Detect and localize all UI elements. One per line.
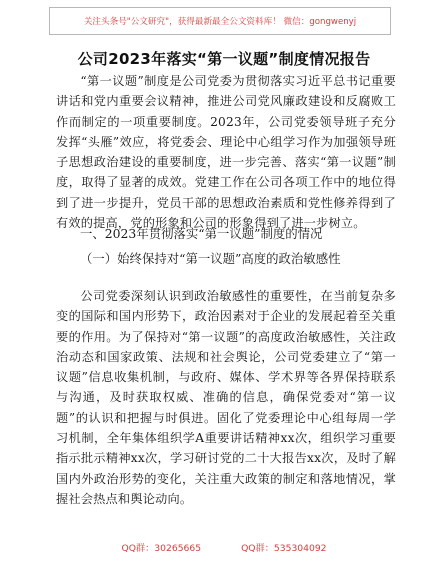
document-title: 公司2023年落实“第一议题”制度情况报告 [77, 50, 371, 68]
footer-qq-group-1: QQ群：30265665 [121, 543, 202, 554]
footer-contacts [0, 540, 448, 554]
body-paragraph: 公司党委深刻认识到政治敏感性的重要性，在当前复杂多变的国际和国内形势下，政治因素对于企业的发展起着至关重要的作用。为了保持对“第一议题”的高度政治敏感性，关注政治动态和国家政策、法规和社会舆论，公司党委建立了“第一议题”信息收集机制，与政府、媒体、学术界等各界保持联系与沟通，及时获取权威、准确的信息，确保党委对“第一议题”的认识和把握与时俱进。固化了党委理论中心组每周一学习机制，全年集体组织学A重要讲话精神xx次，组织学习重要指示批示精神xx次，学习研讨党的二十大报告xx次，及时了解国内外政治形势的变化，关注重大政策的制定和落地情况，掌握社会热点和舆论动向。 [56, 289, 396, 506]
footer-qq-group-2: QQ群：535304092 [241, 543, 327, 554]
subsection-heading: （一）始终保持对“第一议题”高度的政治敏感性 [80, 251, 341, 266]
section-heading: 一、2023年贯彻落实“第一议题”制度的情况 [80, 226, 323, 241]
intro-paragraph: “第一议题”制度是公司党委为贯彻落实习近平总书记重要讲话和党内重要会议精神，推进公司党风廉政建设和反腐败工作而制定的一项重要制度。2023年，公司党委领导班子充分发挥“头雁”效应，将党委会、理论中心组学习作为加强领导班子思想政治建设的重要制度，进一步完善、落实“第一议题”制度，取得了显著的成效。党建工作在公司各项工作中的地位得到了进一步提升，党员干部的思想政治素质和党性修养得到了有效的提高，党的形象和公司的形象得到了进一步树立。 [56, 74, 396, 231]
promo-banner-text: 关注头条号"公文研究"，获得最新最全公文资料库！ 微信：gongwenyj [83, 17, 357, 27]
promo-banner [49, 7, 391, 35]
